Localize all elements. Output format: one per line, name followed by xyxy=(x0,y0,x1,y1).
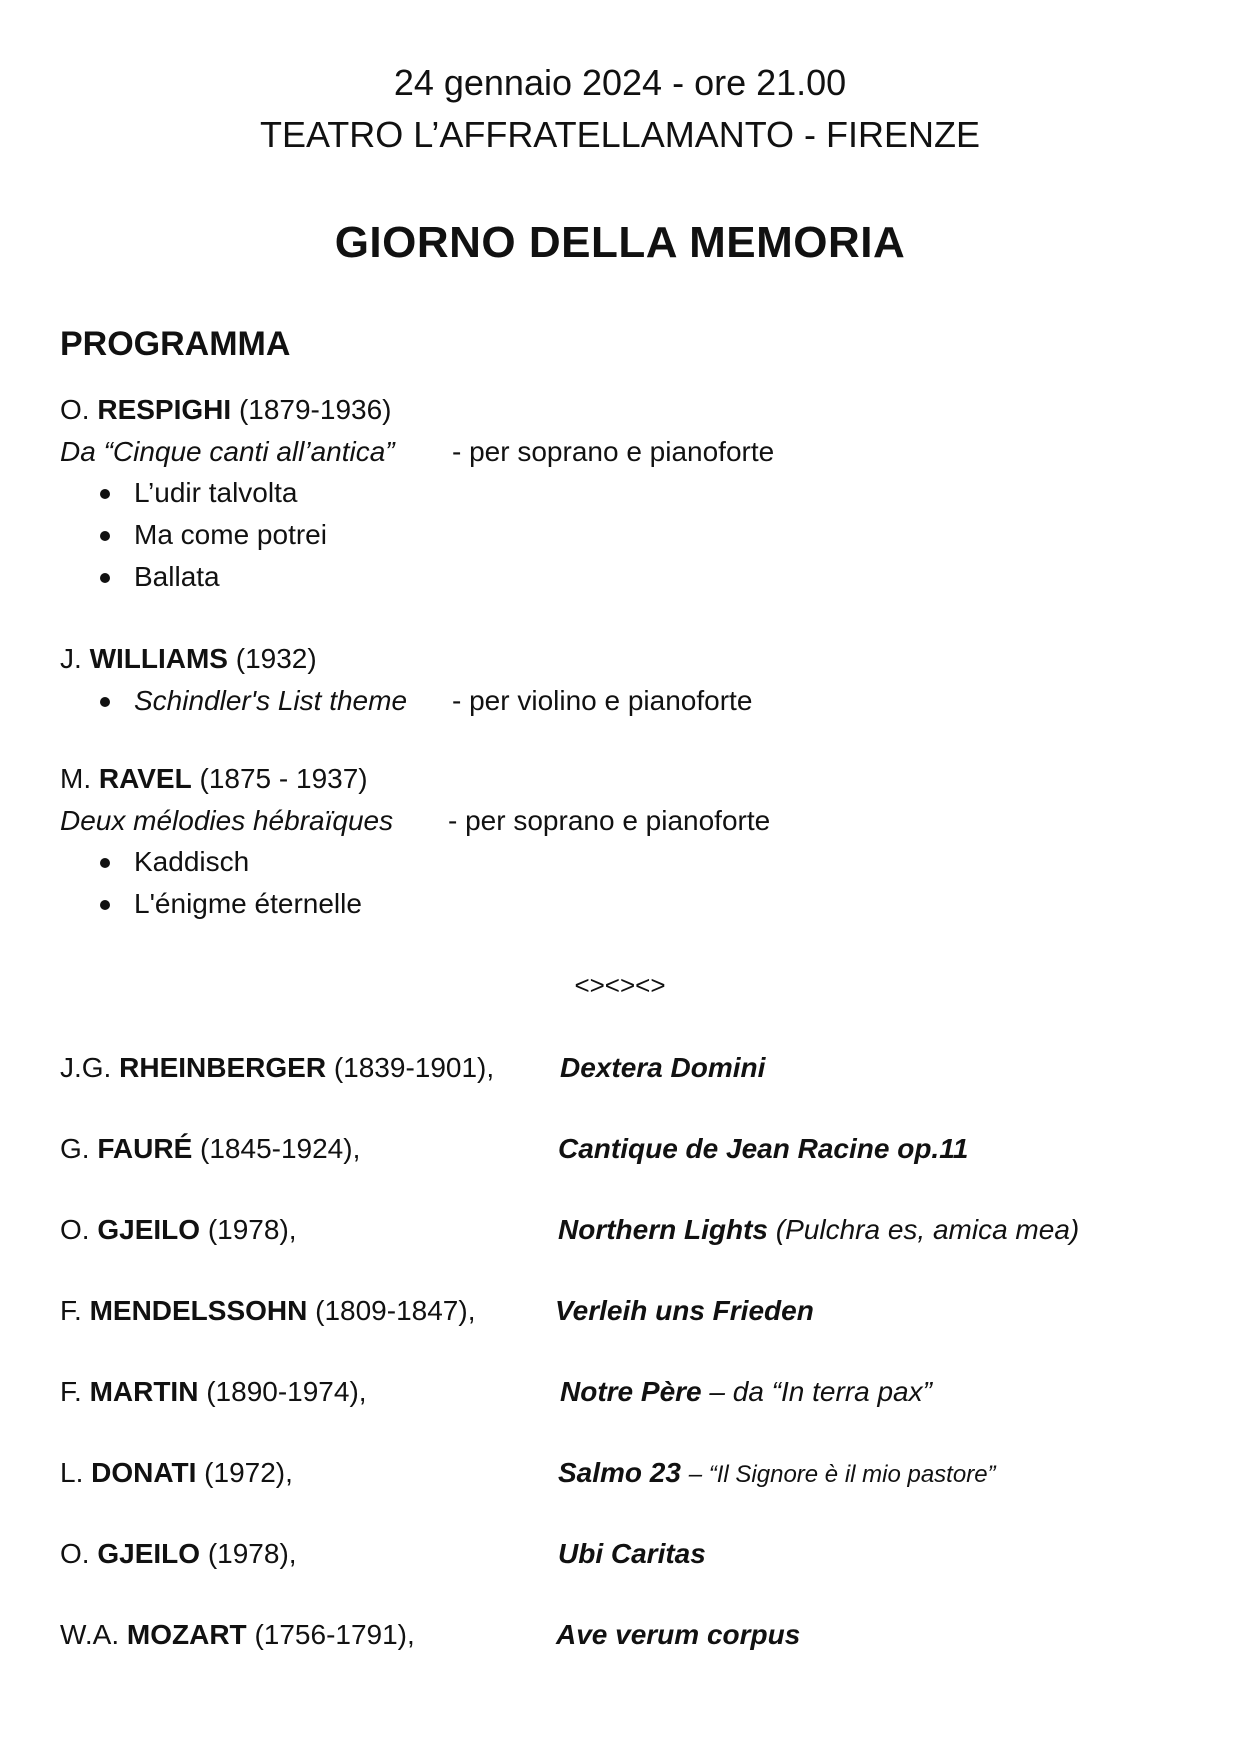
composer-dates: (1932) xyxy=(235,643,317,674)
work-extra: – “Il Signore è il mio pastore” xyxy=(688,1461,996,1488)
bullet-icon xyxy=(100,573,110,583)
composer-dates: (1756-1791), xyxy=(254,1619,415,1650)
composer-initial: M. xyxy=(60,763,92,794)
composer-initial: O. xyxy=(60,394,90,425)
work-title: Verleih uns Frieden xyxy=(555,1295,814,1326)
composer-name: MENDELSSOHN xyxy=(89,1295,308,1326)
work-title: Ubi Caritas xyxy=(558,1538,706,1569)
composer-name: GJEILO xyxy=(97,1214,201,1245)
work-instrumentation: - per soprano e pianoforte xyxy=(452,436,775,467)
composer-line-respighi xyxy=(60,394,392,426)
composer-name: DONATI xyxy=(91,1457,197,1488)
composer-name: MOZART xyxy=(126,1619,247,1650)
list-item: Schindler's List theme xyxy=(134,685,408,716)
work-title: Salmo 23 xyxy=(558,1457,681,1488)
composer-name: MARTIN xyxy=(89,1376,199,1407)
work-extra: (Pulchra es, amica mea) xyxy=(775,1214,1080,1245)
list-item: L'énigme éternelle xyxy=(134,888,362,919)
work-title: Cantique de Jean Racine op.11 xyxy=(558,1133,969,1164)
work-line xyxy=(556,1619,800,1651)
composer-dates: (1875 - 1937) xyxy=(199,763,368,794)
composer-initial: G. xyxy=(60,1133,90,1164)
composer-initial: O. xyxy=(60,1214,90,1245)
list-item: Ballata xyxy=(134,561,220,592)
event-date-line: 24 gennaio 2024 - ore 21.00 xyxy=(393,62,847,103)
composer-line xyxy=(60,1295,475,1327)
composer-initial: L. xyxy=(60,1457,84,1488)
composer-line xyxy=(60,1538,297,1570)
work-line xyxy=(558,1538,706,1570)
composer-line xyxy=(60,1619,415,1651)
work-line xyxy=(558,1133,968,1165)
composer-dates: (1809-1847), xyxy=(315,1295,476,1326)
composer-name: RAVEL xyxy=(98,763,192,794)
composer-name: RHEINBERGER xyxy=(119,1052,327,1083)
bullet-icon xyxy=(100,697,110,707)
work-line xyxy=(558,1214,1079,1246)
composer-initial: J. xyxy=(60,643,82,674)
composer-initial: F. xyxy=(60,1295,90,1326)
work-title: Northern Lights xyxy=(558,1214,768,1245)
list-item: L’udir talvolta xyxy=(134,477,298,508)
composer-line-ravel xyxy=(60,763,368,795)
composer-initial: J.G. xyxy=(60,1052,112,1083)
composer-dates: (1972), xyxy=(204,1457,293,1488)
work-line xyxy=(560,1376,932,1408)
composer-dates: (1978), xyxy=(207,1538,297,1569)
section-separator: <><><> xyxy=(574,970,666,1000)
composer-name: GJEILO xyxy=(97,1538,201,1569)
work-title: Notre Père xyxy=(560,1376,702,1407)
composer-line xyxy=(60,1457,293,1489)
work-instrumentation: - per violino e pianoforte xyxy=(452,685,753,716)
composer-initial: F. xyxy=(60,1376,82,1407)
composer-line xyxy=(60,1214,297,1246)
bullet-icon xyxy=(100,531,110,541)
bullet-icon xyxy=(100,900,110,910)
section-label: PROGRAMMA xyxy=(60,325,291,363)
composer-dates: (1845-1924), xyxy=(200,1133,361,1164)
work-instrumentation: - per soprano e pianoforte xyxy=(448,805,771,836)
work-title: Da “Cinque canti all’antica” xyxy=(60,436,395,467)
work-extra: – da “In terra pax” xyxy=(709,1376,932,1407)
list-item: Kaddisch xyxy=(134,846,250,877)
composer-dates: (1839-1901), xyxy=(333,1052,495,1083)
event-venue-line: TEATRO L’AFFRATELLAMANTO - FIRENZE xyxy=(259,114,981,155)
composer-line-williams xyxy=(60,643,317,675)
bullet-icon xyxy=(100,858,110,868)
composer-dates: (1890-1974), xyxy=(206,1376,367,1407)
page-title: GIORNO DELLA MEMORIA xyxy=(334,218,906,267)
composer-initial: O. xyxy=(60,1538,90,1569)
work-line xyxy=(555,1295,814,1327)
composer-name: RESPIGHI xyxy=(97,394,232,425)
composer-name: WILLIAMS xyxy=(89,643,228,674)
work-line xyxy=(560,1052,765,1084)
composer-line xyxy=(60,1133,360,1165)
composer-initial: W.A. xyxy=(60,1619,127,1650)
work-title: Dextera Domini xyxy=(560,1052,766,1083)
composer-name: FAURÉ xyxy=(97,1133,193,1164)
work-line xyxy=(558,1457,996,1489)
composer-line xyxy=(60,1052,494,1084)
composer-dates: (1978), xyxy=(207,1214,297,1245)
work-title: Deux mélodies hébraïques xyxy=(60,805,394,836)
composer-line xyxy=(60,1376,367,1408)
work-title: Ave verum corpus xyxy=(556,1619,801,1650)
bullet-icon xyxy=(100,489,110,499)
composer-dates: (1879-1936) xyxy=(238,394,392,425)
list-item: Ma come potrei xyxy=(134,519,327,550)
